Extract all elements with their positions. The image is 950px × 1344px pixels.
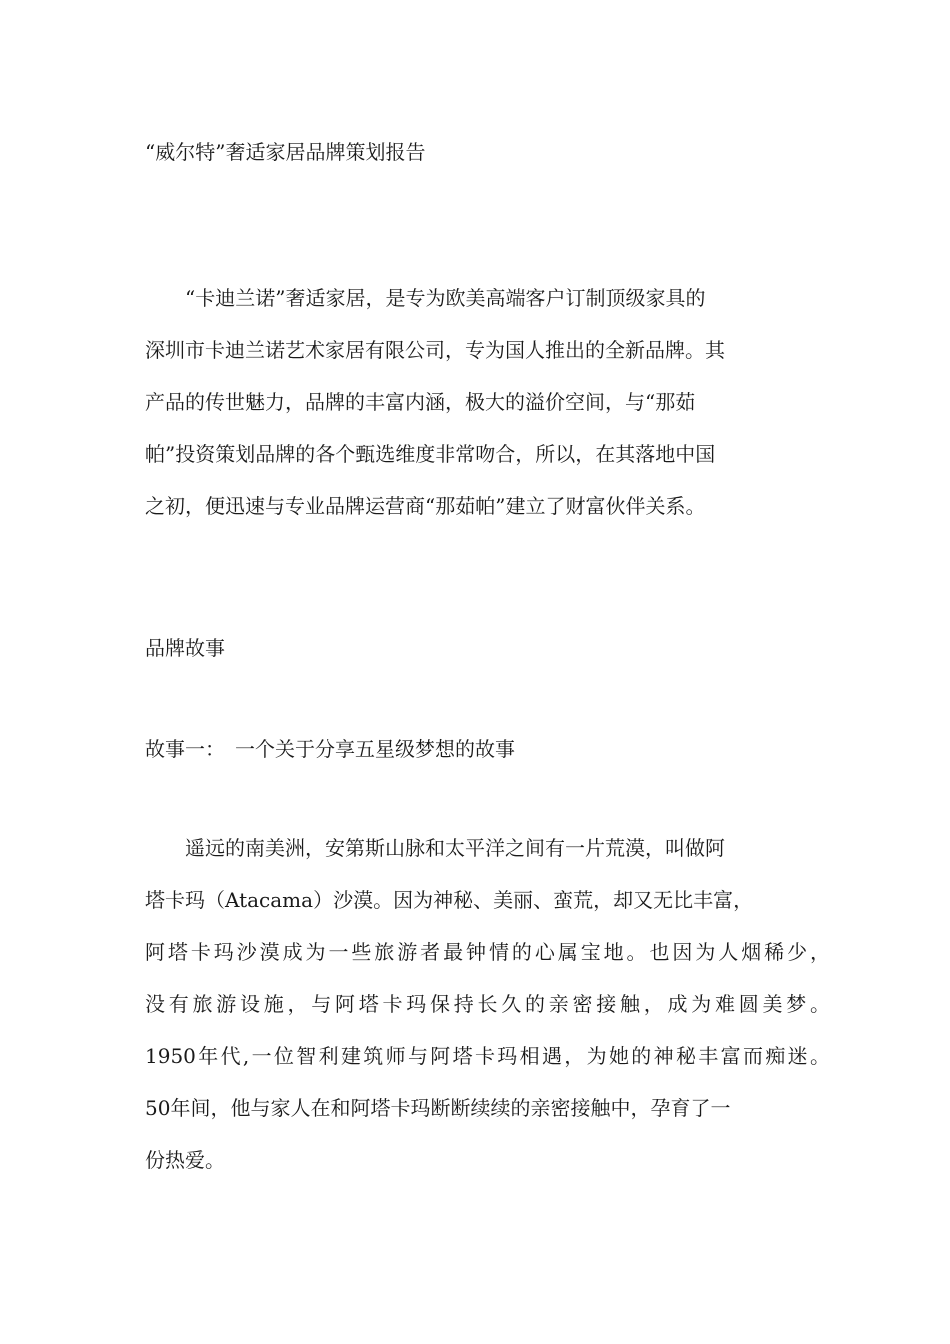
story-line: 份热爱。 [145, 1148, 225, 1172]
intro-paragraph [145, 272, 725, 532]
story-heading: 故事一： 一个关于分享五星级梦想的故事 [145, 737, 515, 761]
document-title: “威尔特”奢适家居品牌策划报告 [145, 140, 426, 164]
intro-line: “卡迪兰诺”奢适家居，是专为欧美高端客户订制顶级家具的 [145, 286, 706, 310]
story-paragraph [145, 822, 830, 1186]
intro-line: 产品的传世魅力，品牌的丰富内涵，极大的溢价空间，与“那茹 [145, 390, 696, 414]
intro-line: 之初，便迅速与专业品牌运营商“那茹帕”建立了财富伙伴关系。 [145, 494, 706, 518]
intro-line: 帕”投资策划品牌的各个甄选维度非常吻合，所以，在其落地中国 [145, 442, 716, 466]
story-line: 50年间，他与家人在和阿塔卡玛断断续续的亲密接触中，孕育了一 [145, 1096, 731, 1120]
story-line: 遥远的南美洲，安第斯山脉和太平洋之间有一片荒漠，叫做阿 [145, 836, 725, 860]
intro-line: 深圳市卡迪兰诺艺术家居有限公司，专为国人推出的全新品牌。其 [145, 338, 725, 362]
story-line: 塔卡玛（Atacama）沙漠。因为神秘、美丽、蛮荒，却又无比丰富， [145, 888, 754, 912]
story-line: 阿塔卡玛沙漠成为一些旅游者最钟情的心属宝地。也因为人烟稀少， [145, 940, 830, 964]
story-line: 1950年代,一位智利建筑师与阿塔卡玛相遇，为她的神秘丰富而痴迷。 [145, 1044, 830, 1068]
section-heading: 品牌故事 [145, 636, 225, 660]
story-line: 没有旅游设施，与阿塔卡玛保持长久的亲密接触，成为难圆美梦。 [145, 992, 830, 1016]
